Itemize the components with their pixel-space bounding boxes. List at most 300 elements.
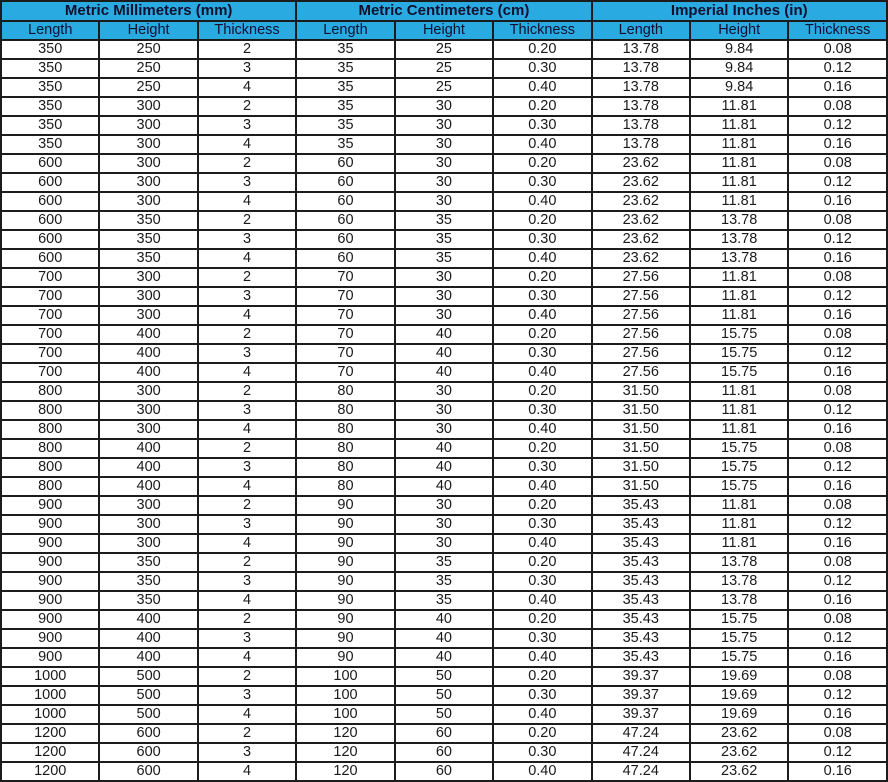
- table-cell: 0.16: [788, 306, 887, 325]
- table-cell: 0.08: [788, 268, 887, 287]
- table-cell: 70: [296, 306, 394, 325]
- table-cell: 11.81: [690, 287, 788, 306]
- table-cell: 11.81: [690, 306, 788, 325]
- table-cell: 700: [1, 344, 99, 363]
- table-cell: 35: [296, 135, 394, 154]
- table-cell: 300: [99, 135, 197, 154]
- table-row: [1, 534, 887, 553]
- table-cell: 300: [99, 287, 197, 306]
- column-header-cm-thickness: Thickness: [493, 21, 591, 40]
- table-cell: 0.20: [493, 154, 591, 173]
- group-header-row: [1, 1, 887, 21]
- table-cell: 30: [395, 192, 493, 211]
- table-cell: 80: [296, 439, 394, 458]
- table-cell: 11.81: [690, 420, 788, 439]
- table-cell: 350: [99, 553, 197, 572]
- table-cell: 31.50: [592, 458, 690, 477]
- table-cell: 2: [198, 97, 296, 116]
- table-cell: 90: [296, 648, 394, 667]
- table-cell: 30: [395, 382, 493, 401]
- table-cell: 70: [296, 325, 394, 344]
- table-cell: 1200: [1, 762, 99, 781]
- table-cell: 300: [99, 420, 197, 439]
- table-cell: 90: [296, 572, 394, 591]
- table-cell: 23.62: [592, 230, 690, 249]
- table-cell: 13.78: [592, 97, 690, 116]
- table-cell: 3: [198, 401, 296, 420]
- table-cell: 0.16: [788, 78, 887, 97]
- table-cell: 0.16: [788, 534, 887, 553]
- table-cell: 800: [1, 458, 99, 477]
- table-cell: 700: [1, 306, 99, 325]
- table-cell: 350: [1, 78, 99, 97]
- table-cell: 4: [198, 306, 296, 325]
- table-header: [1, 1, 887, 40]
- table-cell: 0.16: [788, 192, 887, 211]
- table-cell: 31.50: [592, 420, 690, 439]
- column-header-mm-height: Height: [99, 21, 197, 40]
- table-cell: 23.62: [690, 724, 788, 743]
- table-cell: 35.43: [592, 553, 690, 572]
- table-cell: 4: [198, 135, 296, 154]
- table-cell: 30: [395, 496, 493, 515]
- table-cell: 3: [198, 344, 296, 363]
- table-cell: 0.40: [493, 78, 591, 97]
- table-cell: 600: [1, 173, 99, 192]
- table-cell: 120: [296, 724, 394, 743]
- table-cell: 300: [99, 515, 197, 534]
- table-cell: 39.37: [592, 667, 690, 686]
- table-cell: 0.30: [493, 401, 591, 420]
- table-cell: 35.43: [592, 534, 690, 553]
- table-row: [1, 382, 887, 401]
- table-cell: 120: [296, 762, 394, 781]
- table-cell: 23.62: [690, 762, 788, 781]
- table-cell: 800: [1, 477, 99, 496]
- table-cell: 2: [198, 268, 296, 287]
- table-cell: 0.30: [493, 344, 591, 363]
- table-cell: 60: [296, 230, 394, 249]
- table-cell: 3: [198, 629, 296, 648]
- table-row: [1, 686, 887, 705]
- table-cell: 13.78: [690, 249, 788, 268]
- table-cell: 0.30: [493, 458, 591, 477]
- table-cell: 4: [198, 477, 296, 496]
- table-cell: 600: [99, 762, 197, 781]
- table-cell: 0.40: [493, 534, 591, 553]
- table-cell: 25: [395, 59, 493, 78]
- table-cell: 47.24: [592, 762, 690, 781]
- table-cell: 30: [395, 268, 493, 287]
- table-cell: 23.62: [690, 743, 788, 762]
- table-cell: 400: [99, 610, 197, 629]
- table-cell: 60: [395, 724, 493, 743]
- table-cell: 35.43: [592, 572, 690, 591]
- table-cell: 0.20: [493, 382, 591, 401]
- table-cell: 1200: [1, 743, 99, 762]
- table-row: [1, 629, 887, 648]
- table-cell: 3: [198, 458, 296, 477]
- table-cell: 23.62: [592, 192, 690, 211]
- table-cell: 70: [296, 287, 394, 306]
- table-cell: 300: [99, 173, 197, 192]
- table-cell: 30: [395, 287, 493, 306]
- table-cell: 60: [395, 743, 493, 762]
- table-cell: 500: [99, 705, 197, 724]
- table-row: [1, 724, 887, 743]
- table-cell: 0.12: [788, 686, 887, 705]
- table-cell: 0.12: [788, 629, 887, 648]
- table-cell: 250: [99, 59, 197, 78]
- table-cell: 39.37: [592, 705, 690, 724]
- table-row: [1, 591, 887, 610]
- table-cell: 15.75: [690, 439, 788, 458]
- table-row: [1, 211, 887, 230]
- table-cell: 13.78: [592, 135, 690, 154]
- table-cell: 11.81: [690, 192, 788, 211]
- table-cell: 0.40: [493, 420, 591, 439]
- table-cell: 31.50: [592, 401, 690, 420]
- table-cell: 30: [395, 173, 493, 192]
- table-cell: 350: [1, 135, 99, 154]
- table-cell: 800: [1, 420, 99, 439]
- table-cell: 0.20: [493, 40, 591, 59]
- table-cell: 35: [395, 230, 493, 249]
- table-cell: 0.16: [788, 648, 887, 667]
- table-cell: 40: [395, 477, 493, 496]
- table-cell: 300: [99, 306, 197, 325]
- table-cell: 35: [395, 553, 493, 572]
- table-cell: 3: [198, 173, 296, 192]
- table-row: [1, 648, 887, 667]
- table-cell: 47.24: [592, 724, 690, 743]
- table-cell: 13.78: [690, 211, 788, 230]
- table-cell: 600: [1, 230, 99, 249]
- table-cell: 15.75: [690, 629, 788, 648]
- table-row: [1, 192, 887, 211]
- group-header-imperial-in: Imperial Inches (in): [592, 1, 887, 21]
- table-cell: 0.40: [493, 477, 591, 496]
- table-cell: 900: [1, 629, 99, 648]
- table-cell: 0.30: [493, 173, 591, 192]
- table-cell: 2: [198, 439, 296, 458]
- table-cell: 19.69: [690, 667, 788, 686]
- table-cell: 40: [395, 325, 493, 344]
- table-cell: 400: [99, 648, 197, 667]
- table-cell: 350: [99, 572, 197, 591]
- table-cell: 0.40: [493, 306, 591, 325]
- table-cell: 9.84: [690, 78, 788, 97]
- table-row: [1, 306, 887, 325]
- table-cell: 0.30: [493, 230, 591, 249]
- table-row: [1, 325, 887, 344]
- table-cell: 0.16: [788, 705, 887, 724]
- table-cell: 900: [1, 515, 99, 534]
- column-header-cm-height: Height: [395, 21, 493, 40]
- table-cell: 0.12: [788, 344, 887, 363]
- table-cell: 40: [395, 344, 493, 363]
- table-cell: 350: [99, 230, 197, 249]
- table-cell: 0.40: [493, 705, 591, 724]
- table-cell: 15.75: [690, 325, 788, 344]
- table-cell: 0.12: [788, 287, 887, 306]
- table-cell: 25: [395, 78, 493, 97]
- table-cell: 27.56: [592, 363, 690, 382]
- column-header-cm-length: Length: [296, 21, 394, 40]
- table-body: [1, 40, 887, 781]
- table-cell: 0.20: [493, 211, 591, 230]
- table-cell: 0.40: [493, 192, 591, 211]
- table-cell: 600: [1, 249, 99, 268]
- table-cell: 4: [198, 648, 296, 667]
- table-cell: 30: [395, 154, 493, 173]
- table-cell: 120: [296, 743, 394, 762]
- table-cell: 31.50: [592, 477, 690, 496]
- table-cell: 50: [395, 667, 493, 686]
- table-cell: 0.16: [788, 477, 887, 496]
- table-cell: 350: [99, 591, 197, 610]
- table-row: [1, 401, 887, 420]
- table-cell: 900: [1, 572, 99, 591]
- table-cell: 0.20: [493, 610, 591, 629]
- table-cell: 70: [296, 363, 394, 382]
- table-cell: 0.30: [493, 116, 591, 135]
- table-cell: 100: [296, 686, 394, 705]
- table-row: [1, 762, 887, 781]
- table-cell: 19.69: [690, 686, 788, 705]
- table-cell: 0.40: [493, 249, 591, 268]
- table-cell: 27.56: [592, 325, 690, 344]
- table-cell: 9.84: [690, 59, 788, 78]
- table-cell: 27.56: [592, 306, 690, 325]
- table-cell: 2: [198, 667, 296, 686]
- table-row: [1, 477, 887, 496]
- table-cell: 0.08: [788, 553, 887, 572]
- table-cell: 35.43: [592, 496, 690, 515]
- table-cell: 0.12: [788, 230, 887, 249]
- table-cell: 0.16: [788, 249, 887, 268]
- table-cell: 60: [296, 192, 394, 211]
- table-cell: 0.12: [788, 401, 887, 420]
- table-cell: 4: [198, 192, 296, 211]
- table-cell: 700: [1, 325, 99, 344]
- table-cell: 3: [198, 515, 296, 534]
- table-cell: 40: [395, 648, 493, 667]
- table-cell: 60: [395, 762, 493, 781]
- table-row: [1, 116, 887, 135]
- table-row: [1, 496, 887, 515]
- table-row: [1, 59, 887, 78]
- table-cell: 4: [198, 762, 296, 781]
- table-cell: 900: [1, 496, 99, 515]
- table-cell: 11.81: [690, 401, 788, 420]
- table-cell: 0.20: [493, 496, 591, 515]
- table-cell: 90: [296, 496, 394, 515]
- table-cell: 0.40: [493, 648, 591, 667]
- table-cell: 60: [296, 249, 394, 268]
- table-cell: 500: [99, 686, 197, 705]
- table-cell: 4: [198, 78, 296, 97]
- table-cell: 0.12: [788, 59, 887, 78]
- table-cell: 13.78: [592, 116, 690, 135]
- table-row: [1, 363, 887, 382]
- table-cell: 30: [395, 116, 493, 135]
- table-cell: 30: [395, 306, 493, 325]
- table-cell: 300: [99, 382, 197, 401]
- table-cell: 35: [296, 116, 394, 135]
- table-cell: 4: [198, 249, 296, 268]
- table-cell: 350: [99, 211, 197, 230]
- table-cell: 0.08: [788, 40, 887, 59]
- table-cell: 0.08: [788, 724, 887, 743]
- table-cell: 11.81: [690, 268, 788, 287]
- table-cell: 15.75: [690, 344, 788, 363]
- table-cell: 0.30: [493, 629, 591, 648]
- table-cell: 23.62: [592, 154, 690, 173]
- table-cell: 1200: [1, 724, 99, 743]
- table-cell: 0.08: [788, 211, 887, 230]
- table-cell: 0.12: [788, 173, 887, 192]
- table-cell: 0.20: [493, 268, 591, 287]
- table-row: [1, 439, 887, 458]
- table-cell: 2: [198, 724, 296, 743]
- table-cell: 0.12: [788, 458, 887, 477]
- table-cell: 0.40: [493, 591, 591, 610]
- table-cell: 900: [1, 591, 99, 610]
- table-cell: 2: [198, 610, 296, 629]
- table-row: [1, 173, 887, 192]
- table-cell: 0.08: [788, 382, 887, 401]
- table-cell: 0.40: [493, 363, 591, 382]
- table-cell: 2: [198, 40, 296, 59]
- table-cell: 0.20: [493, 667, 591, 686]
- column-header-mm-length: Length: [1, 21, 99, 40]
- table-cell: 700: [1, 363, 99, 382]
- table-cell: 300: [99, 268, 197, 287]
- table-cell: 350: [99, 249, 197, 268]
- table-cell: 400: [99, 458, 197, 477]
- table-cell: 13.78: [592, 59, 690, 78]
- table-cell: 90: [296, 553, 394, 572]
- table-cell: 4: [198, 705, 296, 724]
- table-cell: 60: [296, 173, 394, 192]
- table-cell: 35: [296, 78, 394, 97]
- column-header-in-length: Length: [592, 21, 690, 40]
- table-cell: 0.40: [493, 135, 591, 154]
- table-row: [1, 40, 887, 59]
- table-cell: 15.75: [690, 610, 788, 629]
- table-cell: 900: [1, 610, 99, 629]
- table-cell: 250: [99, 40, 197, 59]
- table-cell: 50: [395, 686, 493, 705]
- table-cell: 15.75: [690, 363, 788, 382]
- table-cell: 80: [296, 458, 394, 477]
- table-row: [1, 78, 887, 97]
- table-row: [1, 705, 887, 724]
- table-cell: 700: [1, 268, 99, 287]
- table-cell: 31.50: [592, 439, 690, 458]
- table-cell: 800: [1, 401, 99, 420]
- table-cell: 15.75: [690, 477, 788, 496]
- table-cell: 30: [395, 401, 493, 420]
- table-cell: 250: [99, 78, 197, 97]
- table-cell: 11.81: [690, 135, 788, 154]
- table-row: [1, 97, 887, 116]
- table-cell: 3: [198, 743, 296, 762]
- table-cell: 27.56: [592, 287, 690, 306]
- table-cell: 13.78: [690, 572, 788, 591]
- table-cell: 0.16: [788, 591, 887, 610]
- table-cell: 40: [395, 458, 493, 477]
- table-row: [1, 515, 887, 534]
- table-cell: 35.43: [592, 610, 690, 629]
- table-cell: 35: [395, 572, 493, 591]
- table-cell: 13.78: [592, 40, 690, 59]
- table-cell: 700: [1, 287, 99, 306]
- table-cell: 0.08: [788, 610, 887, 629]
- table-cell: 0.30: [493, 59, 591, 78]
- table-cell: 600: [1, 211, 99, 230]
- table-cell: 4: [198, 363, 296, 382]
- table-cell: 2: [198, 211, 296, 230]
- table-cell: 40: [395, 610, 493, 629]
- table-cell: 2: [198, 382, 296, 401]
- table-cell: 19.69: [690, 705, 788, 724]
- table-cell: 40: [395, 363, 493, 382]
- table-row: [1, 135, 887, 154]
- table-cell: 600: [99, 743, 197, 762]
- table-row: [1, 344, 887, 363]
- table-cell: 3: [198, 59, 296, 78]
- table-cell: 70: [296, 344, 394, 363]
- table-cell: 300: [99, 154, 197, 173]
- table-cell: 1000: [1, 686, 99, 705]
- table-cell: 70: [296, 268, 394, 287]
- table-cell: 35: [395, 211, 493, 230]
- table-cell: 800: [1, 439, 99, 458]
- table-cell: 13.78: [690, 591, 788, 610]
- table-cell: 90: [296, 629, 394, 648]
- table-cell: 400: [99, 439, 197, 458]
- table-cell: 39.37: [592, 686, 690, 705]
- table-cell: 0.08: [788, 97, 887, 116]
- table-row: [1, 743, 887, 762]
- table-cell: 80: [296, 477, 394, 496]
- table-cell: 40: [395, 629, 493, 648]
- table-cell: 0.12: [788, 572, 887, 591]
- table-cell: 350: [1, 59, 99, 78]
- table-cell: 300: [99, 534, 197, 553]
- table-cell: 2: [198, 325, 296, 344]
- table-cell: 300: [99, 192, 197, 211]
- table-cell: 13.78: [690, 230, 788, 249]
- table-row: [1, 249, 887, 268]
- table-cell: 11.81: [690, 515, 788, 534]
- column-header-row: [1, 21, 887, 40]
- table-cell: 300: [99, 116, 197, 135]
- table-cell: 11.81: [690, 534, 788, 553]
- table-cell: 13.78: [592, 78, 690, 97]
- table-cell: 3: [198, 572, 296, 591]
- table-cell: 11.81: [690, 173, 788, 192]
- table-cell: 35.43: [592, 648, 690, 667]
- table-cell: 11.81: [690, 116, 788, 135]
- table-cell: 800: [1, 382, 99, 401]
- table-cell: 35: [296, 59, 394, 78]
- table-cell: 30: [395, 420, 493, 439]
- table-cell: 300: [99, 401, 197, 420]
- table-cell: 900: [1, 648, 99, 667]
